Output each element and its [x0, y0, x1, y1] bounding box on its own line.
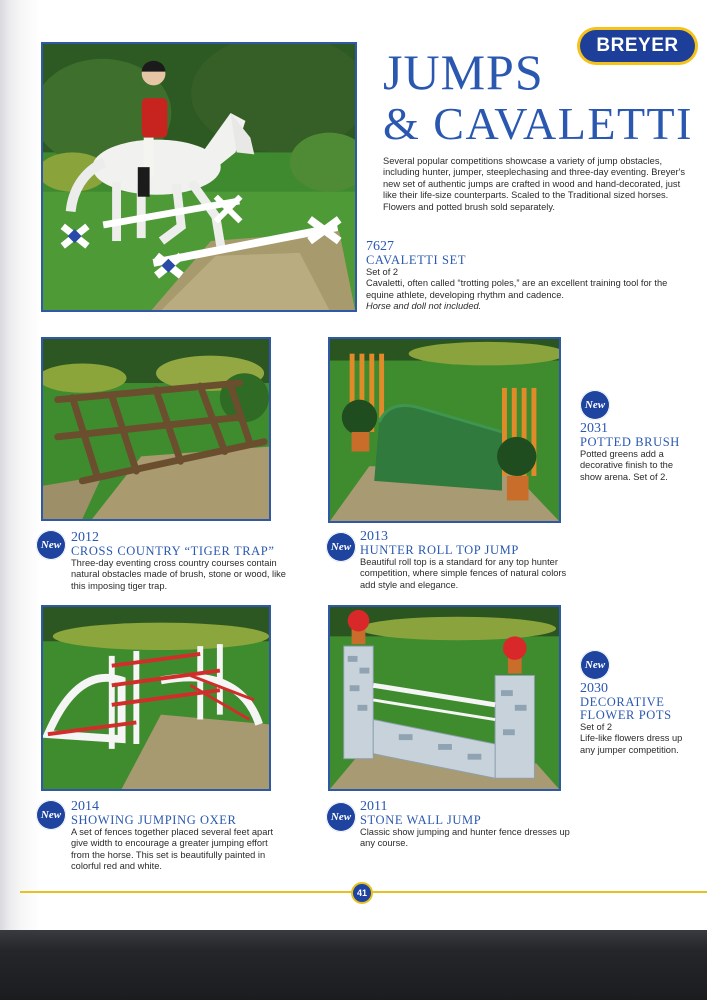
flower-pots-info	[580, 682, 695, 756]
product-name-line-1: DECORATIVE	[580, 695, 665, 709]
product-name: STONE WALL JUMP	[360, 813, 482, 827]
stone-wall-info	[360, 800, 570, 850]
tiger-trap-info	[71, 531, 286, 592]
product-name: SHOWING JUMPING OXER	[71, 813, 237, 827]
oxer-info	[71, 800, 281, 873]
product-description: A set of fences together placed several feet apart give width to encourage a greater jumping effort from the horse. This set is beautifully painted in colorful red and white.	[71, 827, 274, 872]
new-badge-icon: New	[36, 530, 66, 560]
stone-wall-photo	[328, 605, 561, 791]
tiger-trap-photo	[41, 337, 271, 521]
product-number: 2014	[71, 799, 99, 814]
potted-brush-info	[580, 422, 695, 483]
product-name: POTTED BRUSH	[580, 435, 680, 449]
product-number: 2011	[360, 799, 388, 814]
new-badge-icon: New	[36, 800, 66, 830]
product-description: Three-day eventing cross country courses contain natural obstacles made of brush, stone or wood, like this imposing tiger trap.	[71, 558, 286, 591]
product-name: CROSS COUNTRY “TIGER TRAP”	[71, 544, 275, 558]
intro-text: Several popular competitions showcase a variety of jump obstacles, including hunter, jumper, steeplechasing and three-day eventing. Breyer's new set of authentic jumps are crafted in wood and hand-decorated, just like their life-size counterparts. Scaled to the Traditional sized horses. Flowers and potted brush sold separately.	[383, 156, 686, 212]
new-badge-icon: New	[326, 802, 356, 832]
product-description: Cavaletti, often called “trotting poles,” are an excellent training tool for the equine athlete, developing rhythm and cadence.	[366, 278, 668, 300]
product-set-count: Set of 2	[580, 722, 613, 732]
roll-top-info	[360, 530, 570, 591]
page-title	[383, 46, 693, 150]
title-line-1: JUMPS	[383, 44, 544, 100]
product-number: 7627	[366, 239, 394, 254]
product-description: Classic show jumping and hunter fence dresses up any course.	[360, 827, 570, 849]
product-number: 2013	[360, 529, 388, 544]
scan-background	[0, 930, 707, 1000]
product-number: 2030	[580, 681, 608, 696]
roll-top-photo	[328, 337, 561, 523]
new-badge-icon: New	[580, 390, 610, 420]
new-badge-icon: New	[326, 532, 356, 562]
breyer-logo-text: BREYER	[580, 30, 695, 62]
product-set-count: Set of 2	[366, 267, 399, 277]
product-description: Life-like flowers dress up any jumper competition.	[580, 733, 683, 755]
product-description: Beautiful roll top is a standard for any top hunter competition, where simple fences of natural colors add style and elegance.	[360, 557, 567, 590]
product-name: HUNTER ROLL TOP JUMP	[360, 543, 519, 557]
page-number: 41	[351, 882, 373, 904]
product-note: Horse and doll not included.	[366, 301, 482, 312]
product-number: 2031	[580, 421, 608, 436]
product-name-line-2: FLOWER POTS	[580, 708, 672, 722]
title-line-2: & CAVALETTI	[383, 98, 693, 149]
cavaletti-photo	[41, 42, 357, 312]
cavaletti-info	[366, 240, 696, 313]
product-name: CAVALETTI SET	[366, 253, 467, 267]
product-description: Potted greens add a decorative finish to the show arena. Set of 2.	[580, 449, 674, 482]
oxer-photo	[41, 605, 271, 791]
new-badge-icon: New	[580, 650, 610, 680]
product-number: 2012	[71, 530, 99, 545]
